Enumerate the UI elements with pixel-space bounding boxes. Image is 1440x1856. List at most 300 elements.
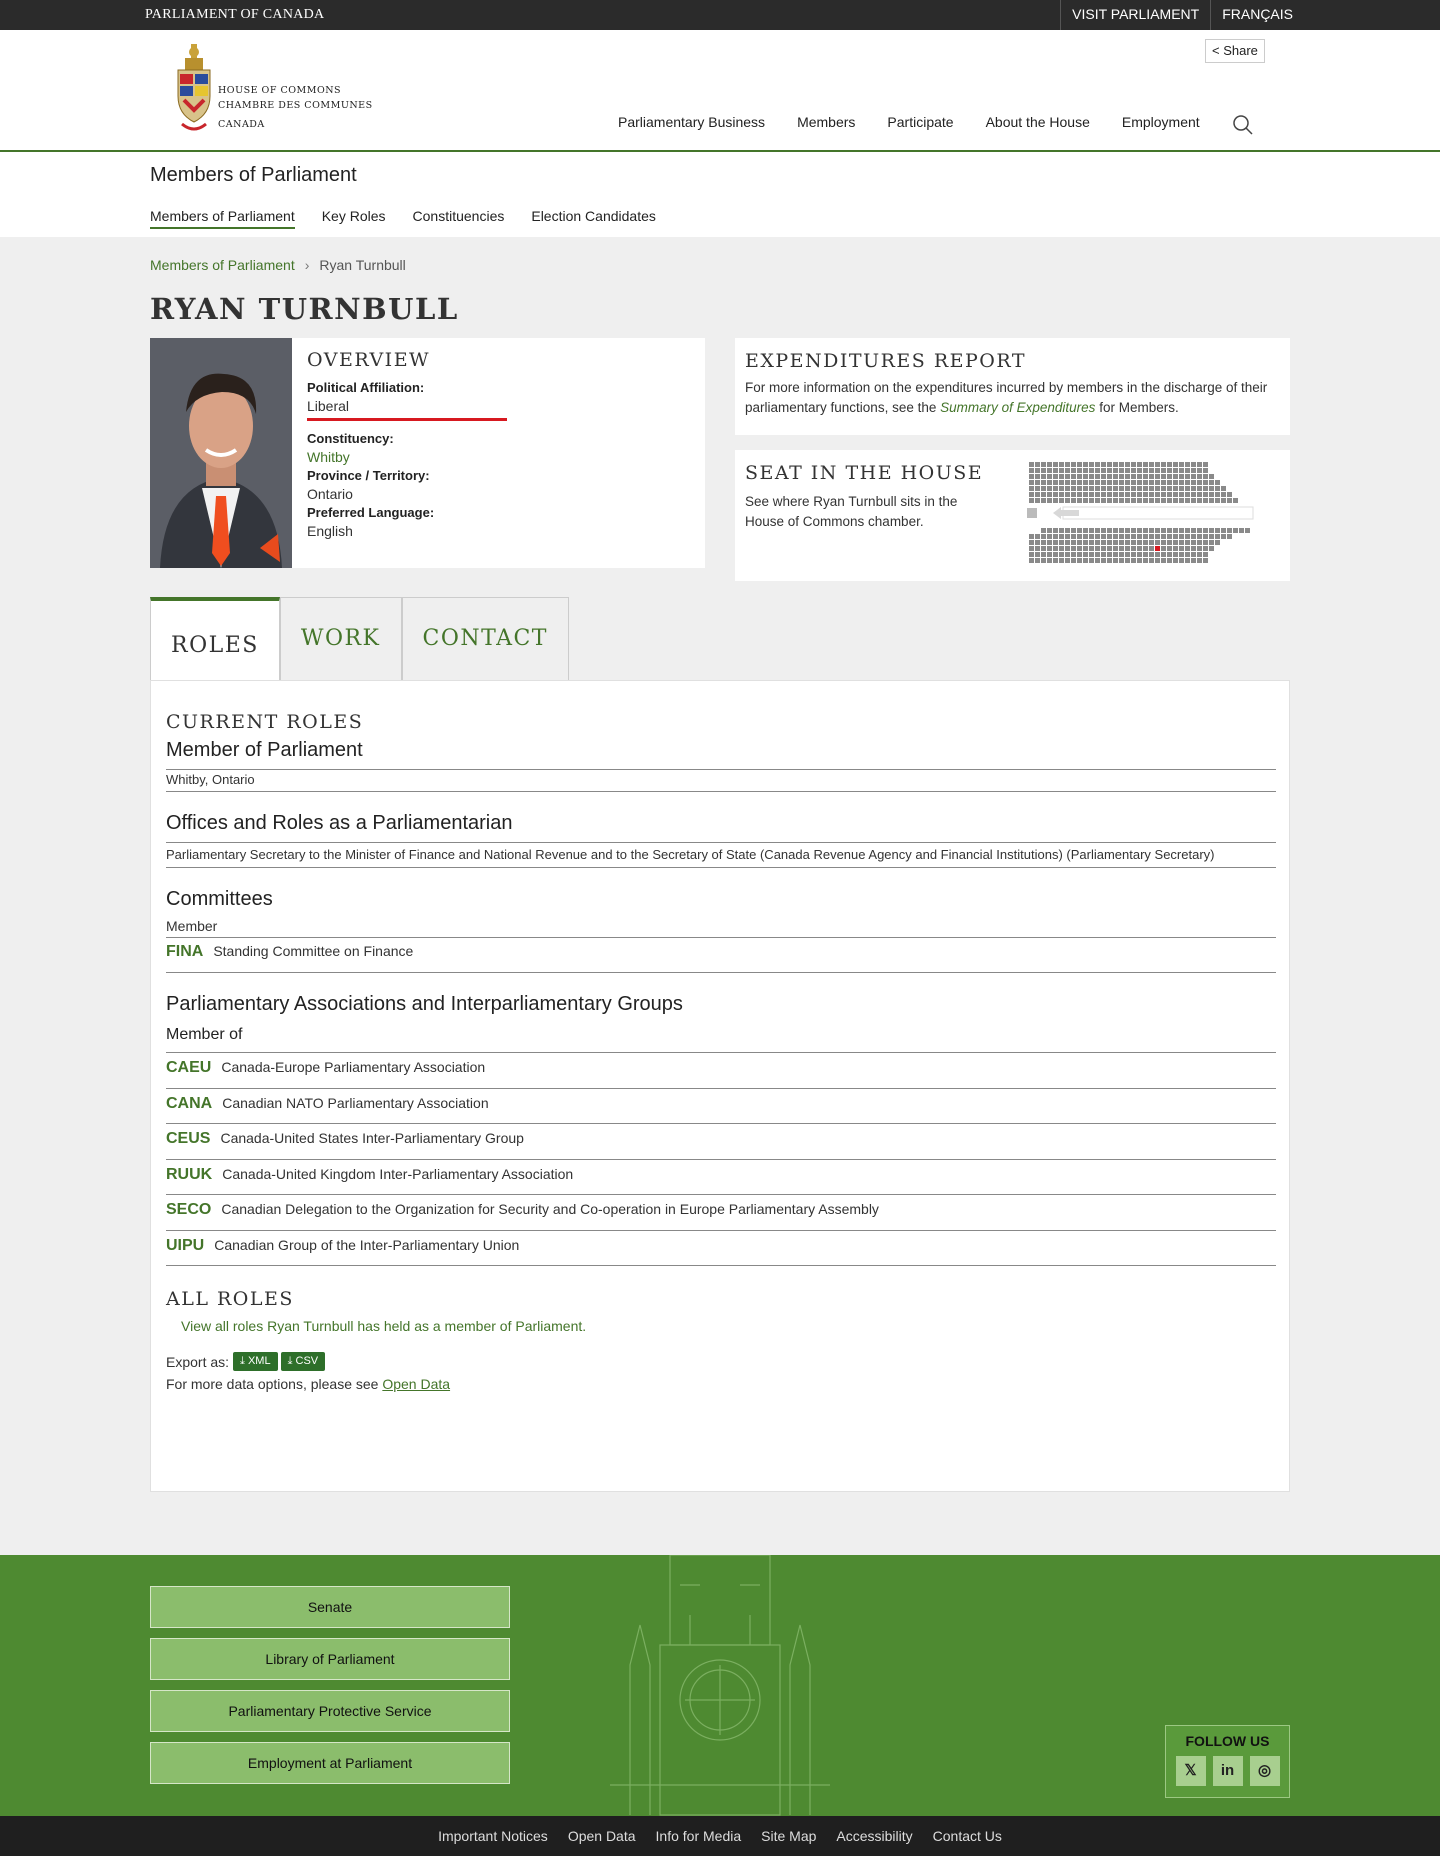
seat (1149, 480, 1154, 485)
seat (1137, 558, 1142, 563)
seat (1173, 528, 1178, 533)
download-icon: ⤓ (287, 1355, 296, 1367)
seat (1233, 528, 1238, 533)
seat (1203, 558, 1208, 563)
more-data-text (166, 1376, 1276, 1392)
constituency-link[interactable]: Whitby (307, 449, 350, 465)
breadcrumb-current: Ryan Turnbull (319, 257, 406, 273)
seat (1101, 534, 1106, 539)
seat (1191, 474, 1196, 479)
seat (1095, 462, 1100, 467)
seat (1113, 558, 1118, 563)
association-name: Canada-United States Inter-Parliamentary Group (220, 1130, 524, 1146)
logo-line-3: CANADA (218, 119, 265, 130)
nav-participate[interactable]: Participate (887, 114, 954, 130)
bottom-links-bar (0, 1816, 1440, 1856)
seat (1143, 480, 1148, 485)
seat (1209, 546, 1214, 551)
seat-chart[interactable] (1027, 462, 1255, 570)
seat (1101, 462, 1106, 467)
seat (1125, 498, 1130, 503)
seat (1161, 534, 1166, 539)
seat (1089, 558, 1094, 563)
seat (1113, 462, 1118, 467)
seat (1191, 552, 1196, 557)
seat (1185, 492, 1190, 497)
seat (1059, 480, 1064, 485)
seat (1131, 486, 1136, 491)
seat (1161, 552, 1166, 557)
seat (1071, 540, 1076, 545)
seat (1089, 480, 1094, 485)
seat (1191, 528, 1196, 533)
seat (1089, 492, 1094, 497)
seat (1035, 468, 1040, 473)
roles-panel (150, 680, 1290, 1492)
seat (1125, 474, 1130, 479)
seat (1113, 480, 1118, 485)
seat (1029, 498, 1034, 503)
seat (1149, 540, 1154, 545)
export-row (166, 1352, 1276, 1371)
seat (1059, 462, 1064, 467)
seat (1191, 498, 1196, 503)
seat (1047, 534, 1052, 539)
tab-work[interactable]: WORK (280, 597, 402, 681)
seat (1107, 462, 1112, 467)
open-data-footer-link[interactable]: Open Data (567, 1828, 636, 1844)
seat (1089, 486, 1094, 491)
seat (1053, 486, 1058, 491)
seat (1137, 534, 1142, 539)
seat (1161, 462, 1166, 467)
seat (1173, 492, 1178, 497)
seat (1107, 480, 1112, 485)
seat (1173, 468, 1178, 473)
seat (1215, 480, 1220, 485)
member-seat-marker (1155, 546, 1160, 551)
seat (1077, 558, 1082, 563)
seat (1227, 492, 1232, 497)
seat (1077, 492, 1082, 497)
seat (1047, 474, 1052, 479)
share-icon: < (1212, 43, 1220, 58)
seat (1155, 558, 1160, 563)
seat (1191, 558, 1196, 563)
seat (1167, 528, 1172, 533)
seat (1125, 462, 1130, 467)
seat (1065, 528, 1070, 533)
export-xml-button[interactable] (233, 1352, 278, 1371)
protective-service-button[interactable]: Parliamentary Protective Service (150, 1690, 510, 1732)
seat (1149, 492, 1154, 497)
seat (1083, 528, 1088, 533)
seat (1095, 528, 1100, 533)
seat (1101, 468, 1106, 473)
committees-heading: Committees (166, 888, 273, 910)
seat (1101, 498, 1106, 503)
seat (1065, 558, 1070, 563)
seat (1047, 468, 1052, 473)
seat (1047, 480, 1052, 485)
seat (1161, 540, 1166, 545)
member-name: RYAN TURNBULL (150, 292, 459, 326)
visit-parliament-link[interactable]: VISIT PARLIAMENT (1060, 0, 1210, 30)
nav-about-the-house[interactable]: About the House (985, 114, 1090, 130)
site-map-link[interactable]: Site Map (761, 1828, 817, 1844)
seat (1119, 528, 1124, 533)
seat (1167, 540, 1172, 545)
seat (1107, 534, 1112, 539)
seat (1071, 546, 1076, 551)
tab-key-roles[interactable]: Key Roles (321, 208, 386, 224)
seat (1125, 546, 1130, 551)
seat (1089, 540, 1094, 545)
share-label: Share (1223, 43, 1258, 58)
association-code-link[interactable]: CAEU (166, 1059, 212, 1076)
seat (1059, 540, 1064, 545)
seat (1065, 552, 1070, 557)
seat (1053, 546, 1058, 551)
seat (1077, 498, 1082, 503)
association-code-link[interactable]: CANA (166, 1095, 213, 1112)
open-data-link[interactable]: Open Data (382, 1376, 451, 1392)
committees-sub: Member (166, 918, 1276, 938)
library-of-parliament-button[interactable]: Library of Parliament (150, 1638, 510, 1680)
association-code-link[interactable]: SECO (166, 1201, 212, 1218)
seat (1029, 552, 1034, 557)
seat (1113, 474, 1118, 479)
seat (1107, 474, 1112, 479)
seat (1167, 492, 1172, 497)
member-photo (150, 338, 292, 568)
association-code-link[interactable]: CEUS (166, 1130, 211, 1147)
search-icon[interactable] (1232, 114, 1254, 136)
summary-of-expenditures-link[interactable]: Summary of Expenditures (940, 400, 1096, 415)
overview-title: OVERVIEW (307, 349, 431, 371)
seat (1077, 462, 1082, 467)
instagram-icon[interactable]: ◎ (1250, 1756, 1280, 1786)
seat (1173, 486, 1178, 491)
tab-election-candidates[interactable]: Election Candidates (531, 208, 656, 224)
seat (1065, 474, 1070, 479)
seat (1185, 528, 1190, 533)
language-label: Preferred Language: (307, 505, 435, 520)
seat (1119, 474, 1124, 479)
seat (1149, 498, 1154, 503)
share-button[interactable] (1205, 39, 1265, 63)
seat (1161, 480, 1166, 485)
seat (1209, 540, 1214, 545)
seat (1089, 534, 1094, 539)
seat (1197, 540, 1202, 545)
seat (1083, 486, 1088, 491)
seat (1197, 546, 1202, 551)
seat (1035, 480, 1040, 485)
seat (1209, 528, 1214, 533)
seat (1095, 468, 1100, 473)
seat (1065, 498, 1070, 503)
important-notices-link[interactable]: Important Notices (438, 1828, 548, 1844)
seat (1191, 546, 1196, 551)
export-csv-button[interactable] (281, 1352, 326, 1371)
seat (1125, 468, 1130, 473)
expenditures-text-before: For more information on the expenditures incurred by members in the discharge of their parliamentary functions, see the (745, 380, 1268, 415)
house-of-commons-logo[interactable] (176, 44, 386, 140)
seat (1137, 462, 1142, 467)
seat (1053, 558, 1058, 563)
seat (1029, 474, 1034, 479)
crest-icon (176, 44, 212, 138)
seat (1107, 552, 1112, 557)
seat (1089, 498, 1094, 503)
current-roles (166, 711, 1276, 1392)
seat (1071, 468, 1076, 473)
seat (1119, 468, 1124, 473)
seat (1125, 528, 1130, 533)
seat (1125, 534, 1130, 539)
seat (1203, 498, 1208, 503)
seat (1191, 462, 1196, 467)
seat (1107, 528, 1112, 533)
seat (1137, 498, 1142, 503)
seat (1179, 528, 1184, 533)
section-title: Members of Parliament (150, 164, 357, 186)
seat (1125, 480, 1130, 485)
constituency-label: Constituency: (307, 431, 394, 446)
seat (1215, 486, 1220, 491)
seat (1041, 546, 1046, 551)
seat (1179, 480, 1184, 485)
seat (1179, 534, 1184, 539)
expenditures-text (745, 378, 1280, 418)
seat (1119, 462, 1124, 467)
seat (1083, 468, 1088, 473)
seat (1173, 540, 1178, 545)
association-row (166, 1231, 1276, 1266)
seat (1155, 468, 1160, 473)
seat (1107, 492, 1112, 497)
seat (1119, 492, 1124, 497)
x-icon[interactable]: 𝕏 (1176, 1756, 1206, 1786)
seat (1059, 468, 1064, 473)
seat (1035, 486, 1040, 491)
seat (1083, 534, 1088, 539)
association-name: Canadian Delegation to the Organization for Security and Co-operation in Europe Parliamentary Assembly (221, 1201, 879, 1217)
seat (1113, 498, 1118, 503)
seat (1203, 546, 1208, 551)
seat (1119, 552, 1124, 557)
seat (1059, 534, 1064, 539)
seat (1191, 486, 1196, 491)
association-code-link[interactable]: UIPU (166, 1237, 205, 1254)
seat (1197, 474, 1202, 479)
seat (1113, 552, 1118, 557)
seat (1059, 528, 1064, 533)
seat (1185, 540, 1190, 545)
download-icon: ⤓ (240, 1355, 248, 1367)
seat (1185, 546, 1190, 551)
seat (1035, 498, 1040, 503)
seat (1167, 558, 1172, 563)
seat (1119, 486, 1124, 491)
all-roles-link[interactable]: View all roles Ryan Turnbull has held as a member of Parliament. (181, 1318, 587, 1334)
seat (1167, 480, 1172, 485)
seat (1197, 528, 1202, 533)
seat (1137, 540, 1142, 545)
committee-row (166, 938, 1276, 973)
seat (1221, 486, 1226, 491)
seat (1059, 546, 1064, 551)
committee-code-link[interactable]: FINA (166, 943, 204, 960)
seat (1143, 474, 1148, 479)
seat (1101, 528, 1106, 533)
seat (1029, 486, 1034, 491)
tab-constituencies[interactable]: Constituencies (412, 208, 505, 224)
seat (1053, 492, 1058, 497)
tab-roles[interactable]: ROLES (150, 597, 280, 681)
seat (1035, 552, 1040, 557)
seat (1035, 462, 1040, 467)
seat (1053, 468, 1058, 473)
seat (1191, 540, 1196, 545)
logo-line-1: HOUSE OF COMMONS (218, 85, 342, 96)
seat (1065, 462, 1070, 467)
seat (1131, 468, 1136, 473)
seat (1053, 498, 1058, 503)
info-for-media-link[interactable]: Info for Media (655, 1828, 742, 1844)
tab-members-of-parliament[interactable]: Members of Parliament (150, 208, 295, 229)
employment-at-parliament-button[interactable]: Employment at Parliament (150, 1742, 510, 1784)
seat (1191, 534, 1196, 539)
senate-button[interactable]: Senate (150, 1586, 510, 1628)
seat (1065, 546, 1070, 551)
seat (1113, 468, 1118, 473)
seat (1077, 480, 1082, 485)
seat (1095, 540, 1100, 545)
seat (1083, 546, 1088, 551)
seat-text: See where Ryan Turnbull sits in the House of Commons chamber. (745, 494, 958, 529)
seat (1149, 558, 1154, 563)
overview-section (307, 349, 507, 539)
seat (1131, 480, 1136, 485)
seat (1185, 552, 1190, 557)
nav-members[interactable]: Members (797, 114, 856, 130)
footer (0, 1555, 1440, 1816)
seat (1185, 462, 1190, 467)
seat (1065, 480, 1070, 485)
seat (1185, 480, 1190, 485)
seat (1155, 480, 1160, 485)
seat (1089, 552, 1094, 557)
accessibility-link[interactable]: Accessibility (836, 1828, 913, 1844)
seat (1131, 462, 1136, 467)
seat (1029, 468, 1034, 473)
tab-contact[interactable]: CONTACT (402, 597, 569, 681)
seat (1161, 486, 1166, 491)
association-row (166, 1089, 1276, 1124)
seat (1041, 534, 1046, 539)
language-toggle-link[interactable]: FRANÇAIS (1210, 0, 1304, 30)
seat (1113, 540, 1118, 545)
contact-us-link[interactable]: Contact Us (932, 1828, 1002, 1844)
seat (1119, 546, 1124, 551)
seat (1107, 546, 1112, 551)
seat (1203, 474, 1208, 479)
association-name: Canada-Europe Parliamentary Association (221, 1059, 486, 1075)
seat (1203, 552, 1208, 557)
nav-employment[interactable]: Employment (1121, 114, 1200, 130)
all-roles-title: ALL ROLES (166, 1288, 294, 1310)
seat (1059, 474, 1064, 479)
seat (1221, 528, 1226, 533)
seat (1203, 462, 1208, 467)
seat (1065, 486, 1070, 491)
seat (1059, 552, 1064, 557)
expenditures-title: EXPENDITURES REPORT (745, 350, 1027, 372)
breadcrumb-parent-link[interactable]: Members of Parliament (150, 257, 295, 273)
seat (1215, 498, 1220, 503)
seat (1245, 528, 1250, 533)
seat (1053, 534, 1058, 539)
seat (1167, 468, 1172, 473)
seat (1155, 492, 1160, 497)
language-value: English (307, 523, 353, 539)
seat (1179, 492, 1184, 497)
seat (1071, 552, 1076, 557)
seat (1161, 498, 1166, 503)
seat (1143, 552, 1148, 557)
seat (1047, 528, 1052, 533)
seat (1239, 528, 1244, 533)
seat (1041, 486, 1046, 491)
seat (1113, 528, 1118, 533)
seat (1041, 462, 1046, 467)
parliament-of-canada-link[interactable]: PARLIAMENT OF CANADA (145, 7, 325, 22)
association-code-link[interactable]: RUUK (166, 1166, 213, 1183)
seat (1215, 528, 1220, 533)
seat (1143, 468, 1148, 473)
seat (1137, 474, 1142, 479)
linkedin-icon[interactable]: in (1213, 1756, 1243, 1786)
seat (1203, 528, 1208, 533)
seat (1185, 558, 1190, 563)
seat (1095, 534, 1100, 539)
seat (1059, 558, 1064, 563)
main-content (0, 237, 1440, 1555)
more-data-label: For more data options, please see (166, 1376, 383, 1392)
seat (1155, 474, 1160, 479)
section-header (0, 152, 1440, 237)
expenditures-card (735, 338, 1290, 435)
seat (1233, 498, 1238, 503)
province-value: Ontario (307, 486, 353, 502)
seat (1215, 540, 1220, 545)
seat (1119, 534, 1124, 539)
seat (1167, 474, 1172, 479)
seat (1209, 498, 1214, 503)
follow-us-label: FOLLOW US (1185, 1733, 1270, 1749)
seat (1125, 486, 1130, 491)
seat (1089, 468, 1094, 473)
association-row (166, 1053, 1276, 1089)
seat (1185, 486, 1190, 491)
seat (1083, 462, 1088, 467)
seat (1119, 558, 1124, 563)
nav-parliamentary-business[interactable]: Parliamentary Business (618, 114, 766, 130)
seat (1071, 486, 1076, 491)
seat (1083, 552, 1088, 557)
